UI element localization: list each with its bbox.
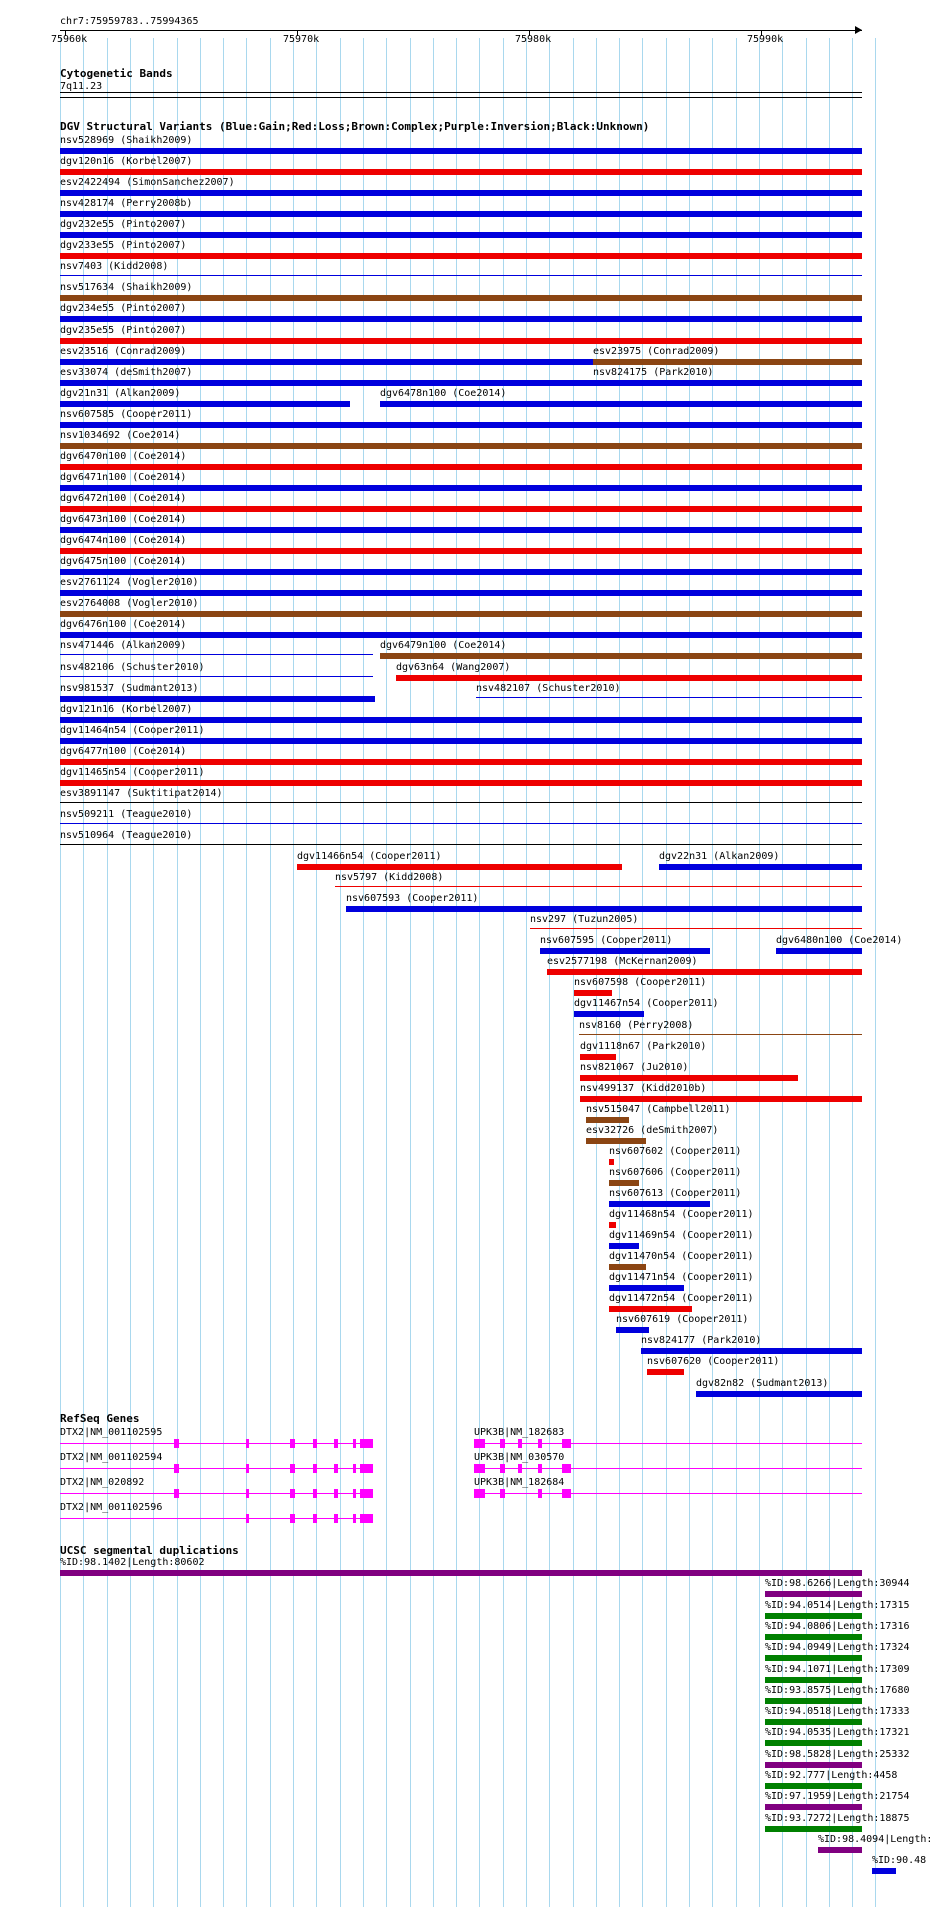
dgv-feature-bar[interactable] [60,464,862,470]
refseq-exon [500,1439,505,1448]
refseq-exon [353,1489,356,1498]
dgv-feature-bar[interactable] [60,569,862,575]
refseq-gene-label: DTX2|NM_020892 [60,1477,145,1488]
dgv-feature-bar[interactable] [60,676,373,677]
dgv-feature-bar[interactable] [297,864,622,870]
dgv-feature-bar[interactable] [60,443,862,449]
dgv-feature-label: nsv1034692 (Coe2014) [60,429,181,441]
dgv-feature-bar[interactable] [609,1285,684,1291]
dgv-feature-bar[interactable] [574,1011,644,1017]
refseq-exon [246,1439,249,1448]
refseq-exon [174,1489,179,1498]
dgv-feature-bar[interactable] [60,295,862,301]
dgv-feature-label: nsv607595 (Cooper2011) [540,935,673,947]
dgv-feature-label: esv2761124 (Vogler2010) [60,577,199,589]
dgv-feature-label: esv23516 (Conrad2009) [60,345,187,357]
segdup-feature-label: %ID:93.8575|Length:17680 [765,1684,910,1696]
dgv-feature-bar[interactable] [609,1264,646,1270]
segdup-feature-bar[interactable] [765,1826,862,1832]
dgv-feature-label: dgv11471n54 (Cooper2011) [609,1272,754,1284]
dgv-feature-bar[interactable] [659,864,862,870]
dgv-feature-label: nsv482107 (Schuster2010) [476,682,621,694]
segdup-feature-label: %ID:92.777|Length:4458 [765,1770,898,1781]
dgv-feature-label: dgv232e55 (Pinto2007) [60,219,187,231]
dgv-feature-label: dgv6470n100 (Coe2014) [60,450,187,462]
dgv-feature-label: nsv607598 (Cooper2011) [574,977,707,989]
dgv-feature-bar[interactable] [60,654,373,655]
dgv-feature-bar[interactable] [60,169,862,175]
dgv-feature-bar[interactable] [580,1096,862,1102]
dgv-feature-bar[interactable] [346,906,862,912]
refseq-exon [334,1514,338,1523]
dgv-feature-bar[interactable] [60,190,862,196]
dgv-feature-label: dgv1118n67 (Park2010) [580,1040,707,1052]
dgv-feature-bar[interactable] [609,1222,616,1228]
dgv-feature-bar[interactable] [60,823,862,824]
refseq-gene-label: UPK3B|NM_030570 [474,1452,565,1463]
dgv-feature-label: dgv234e55 (Pinto2007) [60,303,187,315]
dgv-feature-label: dgv6475n100 (Coe2014) [60,556,187,568]
segdup-feature-bar[interactable] [765,1762,862,1768]
dgv-feature-bar[interactable] [616,1327,649,1333]
dgv-feature-label: dgv11469n54 (Cooper2011) [609,1230,754,1242]
dgv-feature-label: dgv6471n100 (Coe2014) [60,471,187,483]
segdup-feature-label: %ID:94.0806|Length:17316 [765,1620,910,1632]
dgv-feature-bar[interactable] [609,1243,639,1249]
dgv-feature-label: dgv121n16 (Korbel2007) [60,703,193,715]
dgv-feature-label: nsv7403 (Kidd2008) [60,261,169,273]
dgv-feature-label: esv2422494 (SimonSanchez2007) [60,177,235,189]
dgv-feature-label: dgv6478n100 (Coe2014) [380,387,507,399]
dgv-feature-bar[interactable] [60,211,862,217]
dgv-feature-label: dgv11466n54 (Cooper2011) [297,851,442,863]
dgv-feature-label: nsv981537 (Sudmant2013) [60,682,199,694]
dgv-feature-label: dgv6477n100 (Coe2014) [60,745,187,757]
dgv-feature-bar[interactable] [580,1054,616,1060]
refseq-intron-line [474,1493,862,1494]
dgv-feature-bar[interactable] [547,969,862,975]
refseq-exon [290,1464,295,1473]
refseq-exon [313,1489,317,1498]
dgv-feature-label: dgv6476n100 (Coe2014) [60,619,187,631]
refseq-exon [518,1439,522,1448]
dgv-feature-label: dgv11464n54 (Cooper2011) [60,724,205,736]
refseq-intron-line [60,1518,373,1519]
dgv-feature-label: nsv607606 (Cooper2011) [609,1166,742,1178]
dgv-feature-bar[interactable] [574,990,612,996]
ruler-tick-label: 75970k [283,34,320,45]
dgv-feature-bar[interactable] [579,1034,862,1035]
refseq-exon [500,1464,505,1473]
segdup-feature-label: %ID:90.48 [872,1855,927,1867]
position-label: chr7:75959783..75994365 [60,16,199,27]
dgv-track-title: DGV Structural Variants (Blue:Gain;Red:Loss;Brown:Complex;Purple:Inversion;Black:Unknown) [60,120,650,133]
dgv-feature-label: nsv824177 (Park2010) [641,1335,762,1347]
dgv-feature-bar[interactable] [609,1306,692,1312]
dgv-feature-bar[interactable] [60,359,593,365]
dgv-feature-label: nsv607602 (Cooper2011) [609,1145,742,1157]
refseq-intron-line [60,1443,373,1444]
dgv-feature-label: nsv607619 (Cooper2011) [616,1314,749,1326]
dgv-feature-bar[interactable] [60,527,862,533]
refseq-exon [353,1464,356,1473]
dgv-feature-label: nsv821067 (Ju2010) [580,1061,689,1073]
dgv-feature-bar[interactable] [609,1159,614,1165]
cytoband-bar-bottom [60,97,862,98]
refseq-exon [562,1464,571,1473]
refseq-exon [360,1439,373,1448]
dgv-feature-bar[interactable] [60,802,862,803]
ruler-tick-label: 75980k [515,34,552,45]
dgv-feature-label: esv3891147 (Suktitipat2014) [60,787,223,799]
dgv-feature-bar[interactable] [60,611,862,617]
segdup-feature-label: %ID:98.4094|Length: [818,1833,932,1845]
dgv-feature-bar[interactable] [609,1201,710,1207]
dgv-feature-bar[interactable] [60,696,375,702]
dgv-feature-bar[interactable] [60,717,862,723]
refseq-exon [353,1514,356,1523]
dgv-feature-label: dgv120n16 (Korbel2007) [60,156,193,168]
refseq-gene-label: DTX2|NM_001102595 [60,1427,163,1438]
ruler-tick-label: 75960k [51,34,88,45]
dgv-feature-label: nsv482106 (Schuster2010) [60,661,205,673]
dgv-feature-bar[interactable] [60,780,862,786]
dgv-feature-label: dgv6479n100 (Coe2014) [380,640,507,652]
cytoband-bar-top [60,92,862,93]
dgv-feature-bar[interactable] [60,253,862,259]
dgv-feature-bar[interactable] [60,759,862,765]
dgv-feature-bar[interactable] [609,1180,639,1186]
dgv-feature-label: dgv233e55 (Pinto2007) [60,240,187,252]
dgv-feature-label: dgv6474n100 (Coe2014) [60,535,187,547]
dgv-feature-label: dgv11468n54 (Cooper2011) [609,1209,754,1221]
dgv-feature-label: dgv11472n54 (Cooper2011) [609,1293,754,1305]
dgv-feature-label: esv2577198 (McKernan2009) [547,956,698,968]
segdup-feature-bar[interactable] [765,1655,862,1661]
dgv-feature-bar[interactable] [60,632,862,638]
dgv-feature-label: dgv82n82 (Sudmant2013) [696,1377,829,1389]
ruler-arrow-icon [855,26,862,34]
dgv-feature-bar[interactable] [776,948,862,954]
refseq-exon [562,1439,571,1448]
dgv-feature-bar[interactable] [60,590,862,596]
segdup-feature-bar[interactable] [765,1613,862,1619]
dgv-feature-bar[interactable] [380,401,862,407]
refseq-intron-line [60,1468,373,1469]
refseq-exon [500,1489,505,1498]
refseq-exon [174,1439,179,1448]
refseq-intron-line [60,1493,373,1494]
segdup-feature-bar[interactable] [765,1591,862,1597]
segdup-feature-label: %ID:98.1402|Length:80602 [60,1557,205,1568]
segdup-feature-label: %ID:98.5828|Length:25332 [765,1748,910,1760]
dgv-feature-label: nsv607620 (Cooper2011) [647,1356,780,1368]
segdup-feature-label: %ID:94.0949|Length:17324 [765,1642,910,1654]
segdup-feature-bar[interactable] [60,1570,862,1576]
dgv-feature-label: dgv63n64 (Wang2007) [396,661,511,673]
dgv-feature-label: dgv6480n100 (Coe2014) [776,935,903,947]
dgv-feature-label: nsv510964 (Teague2010) [60,829,193,841]
dgv-feature-bar[interactable] [396,675,862,681]
segdup-feature-bar[interactable] [765,1634,862,1640]
refseq-exon [246,1464,249,1473]
dgv-feature-bar[interactable] [530,928,862,929]
refseq-exon [290,1489,295,1498]
dgv-feature-label: esv33074 (deSmith2007) [60,366,193,378]
dgv-feature-bar[interactable] [335,886,862,887]
refseq-intron-line [474,1468,862,1469]
ruler-tick-label: 75990k [747,34,784,45]
cytoband-track-title: Cytogenetic Bands [60,67,173,80]
refseq-exon [334,1464,338,1473]
segdup-feature-bar[interactable] [872,1868,896,1874]
refseq-exon [474,1439,485,1448]
segdup-feature-bar[interactable] [818,1847,862,1853]
refseq-exon [518,1464,522,1473]
segdup-feature-bar[interactable] [765,1719,862,1725]
dgv-feature-label: nsv471446 (Alkan2009) [60,640,187,652]
refseq-gene-label: DTX2|NM_001102594 [60,1452,163,1463]
refseq-exon [246,1514,249,1523]
dgv-feature-label: nsv5797 (Kidd2008) [335,872,444,884]
refseq-exon [313,1514,317,1523]
refseq-exon [353,1439,356,1448]
refseq-gene-label: DTX2|NM_001102596 [60,1502,163,1513]
refseq-exon [538,1464,542,1473]
segdup-track-title: UCSC segmental duplications [60,1544,239,1557]
dgv-feature-bar[interactable] [540,948,710,954]
dgv-feature-bar[interactable] [641,1348,862,1354]
refseq-exon [562,1489,571,1498]
dgv-feature-label: dgv235e55 (Pinto2007) [60,324,187,336]
dgv-feature-label: dgv6472n100 (Coe2014) [60,493,187,505]
dgv-feature-bar[interactable] [60,506,862,512]
dgv-feature-label: dgv11465n54 (Cooper2011) [60,766,205,778]
dgv-feature-label: nsv8160 (Perry2008) [579,1019,694,1031]
segdup-feature-bar[interactable] [765,1783,862,1789]
dgv-feature-label: dgv11467n54 (Cooper2011) [574,998,719,1010]
segdup-feature-label: %ID:98.6266|Length:30944 [765,1578,910,1590]
dgv-feature-label: nsv509211 (Teague2010) [60,808,193,820]
dgv-feature-label: nsv517634 (Shaikh2009) [60,282,193,294]
cytoband-label: 7q11.23 [60,81,103,92]
dgv-feature-label: dgv22n31 (Alkan2009) [659,851,780,863]
dgv-feature-label: esv2764008 (Vogler2010) [60,598,199,610]
dgv-feature-label: nsv607593 (Cooper2011) [346,893,479,905]
dgv-feature-label: nsv528969 (Shaikh2009) [60,135,193,146]
refseq-track-title: RefSeq Genes [60,1412,140,1425]
refseq-exon [538,1439,542,1448]
segdup-feature-bar[interactable] [765,1804,862,1810]
refseq-exon [313,1439,317,1448]
dgv-feature-bar[interactable] [696,1391,862,1397]
dgv-feature-bar[interactable] [476,697,862,698]
dgv-feature-bar[interactable] [60,422,862,428]
refseq-exon [474,1464,485,1473]
dgv-feature-bar[interactable] [60,380,593,386]
refseq-exon [360,1514,373,1523]
dgv-feature-bar[interactable] [580,1075,798,1081]
dgv-feature-bar[interactable] [380,653,862,659]
refseq-exon [174,1464,179,1473]
refseq-exon [246,1489,249,1498]
dgv-feature-label: nsv297 (Tuzun2005) [530,914,639,926]
segdup-feature-label: %ID:97.1959|Length:21754 [765,1791,910,1803]
segdup-feature-label: %ID:94.0518|Length:17333 [765,1706,910,1718]
refseq-exon [313,1464,317,1473]
dgv-feature-bar[interactable] [586,1138,646,1144]
dgv-feature-bar[interactable] [60,548,862,554]
dgv-feature-label: nsv607585 (Cooper2011) [60,408,193,420]
dgv-feature-bar[interactable] [60,275,862,276]
dgv-feature-bar[interactable] [647,1369,684,1375]
dgv-feature-label: dgv11470n54 (Cooper2011) [609,1251,754,1263]
dgv-feature-label: nsv607613 (Cooper2011) [609,1188,742,1199]
dgv-feature-label: esv23975 (Conrad2009) [593,345,720,357]
refseq-exon [334,1439,338,1448]
segdup-feature-bar[interactable] [765,1677,862,1683]
segdup-feature-label: %ID:93.7272|Length:18875 [765,1812,910,1824]
dgv-feature-bar[interactable] [60,338,862,344]
ruler-line [60,30,862,31]
segdup-feature-label: %ID:94.0535|Length:17321 [765,1727,910,1739]
dgv-feature-label: esv32726 (deSmith2007) [586,1124,719,1136]
refseq-intron-line [474,1443,862,1444]
dgv-feature-label: nsv515047 (Campbell2011) [586,1103,731,1115]
dgv-feature-bar[interactable] [60,738,862,744]
refseq-exon [474,1489,485,1498]
segdup-feature-label: %ID:94.0514|Length:17315 [765,1599,910,1611]
dgv-feature-bar[interactable] [60,148,862,154]
dgv-feature-bar[interactable] [586,1117,629,1123]
refseq-exon [538,1489,542,1498]
dgv-feature-label: nsv824175 (Park2010) [593,366,714,378]
dgv-feature-bar[interactable] [60,485,862,491]
refseq-gene-label: UPK3B|NM_182684 [474,1477,565,1488]
dgv-feature-bar[interactable] [60,401,350,407]
dgv-feature-label: nsv499137 (Kidd2010b) [580,1082,707,1094]
segdup-feature-bar[interactable] [765,1698,862,1704]
dgv-feature-label: nsv428174 (Perry2008b) [60,198,193,210]
dgv-feature-bar[interactable] [60,316,862,322]
dgv-feature-bar[interactable] [593,380,862,386]
dgv-feature-bar[interactable] [593,359,862,365]
segdup-feature-label: %ID:94.1071|Length:17309 [765,1663,910,1675]
dgv-feature-bar[interactable] [60,232,862,238]
refseq-exon [290,1439,295,1448]
dgv-feature-label: dgv6473n100 (Coe2014) [60,514,187,526]
refseq-exon [360,1489,373,1498]
refseq-gene-label: UPK3B|NM_182683 [474,1427,565,1438]
dgv-feature-label: dgv21n31 (Alkan2009) [60,387,181,399]
refseq-exon [360,1464,373,1473]
segdup-feature-bar[interactable] [765,1740,862,1746]
dgv-feature-bar[interactable] [60,844,862,845]
refseq-exon [290,1514,295,1523]
refseq-exon [334,1489,338,1498]
